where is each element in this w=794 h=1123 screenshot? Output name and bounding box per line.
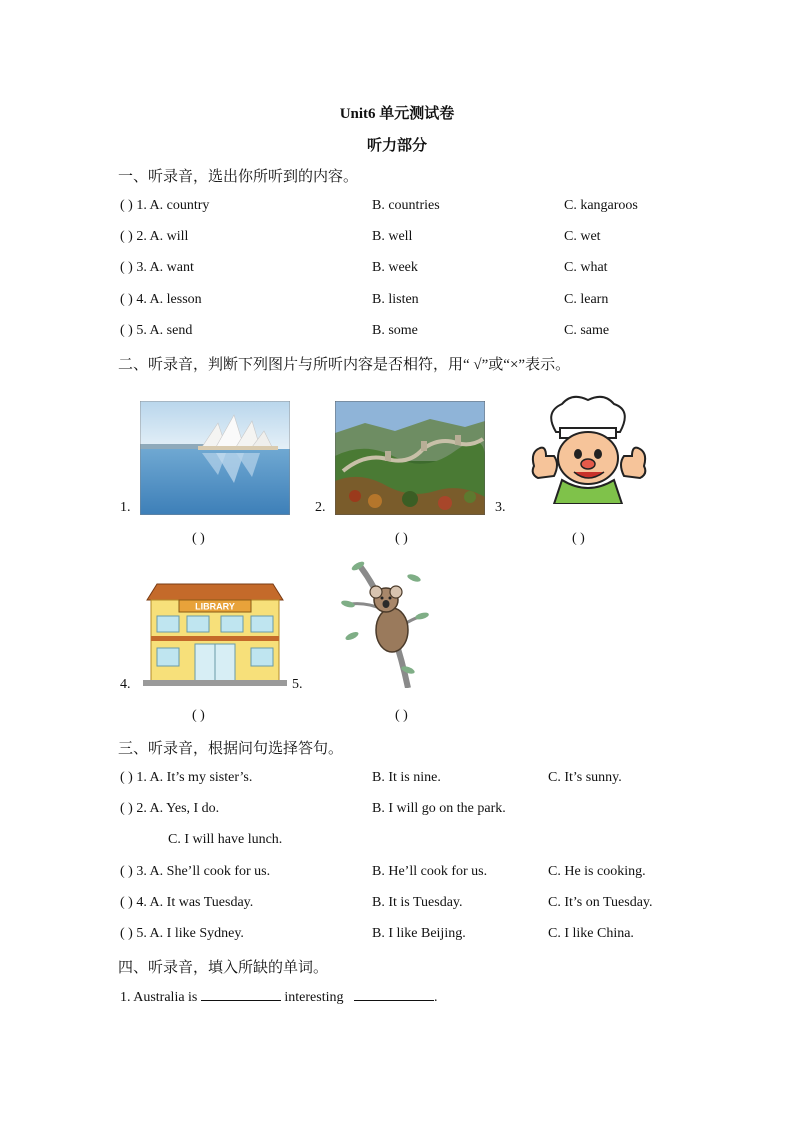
sydney-opera-house-image: [140, 401, 290, 515]
s4-blank-2[interactable]: [354, 988, 434, 1001]
section1-heading: 一、听录音，选出你所听到的内容。: [118, 169, 359, 185]
s3-q1-a: ( ) 1. A. It’s my sister’s.: [120, 770, 253, 785]
section3-heading: 三、听录音，根据问句选择答句。: [118, 741, 344, 757]
page-subtitle: 听力部分: [366, 138, 427, 154]
s4-line1-end: .: [434, 990, 438, 1005]
s1-q5-c: C. same: [564, 323, 610, 338]
picture-2-answer-bracket[interactable]: ( ): [395, 531, 408, 546]
page-title: Unit6 单元测试卷: [339, 106, 455, 122]
chef-cartoon-image: [526, 392, 652, 504]
s1-q3-b: B. week: [372, 260, 418, 275]
s1-q5-b: B. some: [372, 323, 418, 338]
library-building-image: [143, 580, 287, 686]
s3-q3-a: ( ) 3. A. She’ll cook for us.: [120, 864, 271, 879]
koala-image: [338, 560, 430, 688]
picture-number-5: 5.: [292, 677, 303, 692]
picture-3-answer-bracket[interactable]: ( ): [572, 531, 585, 546]
s3-q4-b: B. It is Tuesday.: [372, 895, 463, 910]
s1-q3-c: C. what: [564, 260, 608, 275]
s3-q2-b: B. I will go on the park.: [372, 801, 506, 816]
picture-number-1: 1.: [120, 500, 131, 515]
s3-q5-c: C. I like China.: [548, 926, 634, 941]
section2-heading: 二、听录音，判断下列图片与所听内容是否相符，用“ √”或“×”表示。: [118, 357, 571, 373]
s4-line1-start: 1. Australia is: [120, 990, 198, 1005]
s1-q4-b: B. listen: [372, 292, 419, 307]
s3-q3-c: C. He is cooking.: [548, 864, 646, 879]
s3-q1-c: C. It’s sunny.: [548, 770, 622, 785]
s1-q1-c: C. kangaroos: [564, 198, 638, 213]
s1-q4-c: C. learn: [564, 292, 609, 307]
s3-q4-c: C. It’s on Tuesday.: [548, 895, 653, 910]
s1-q5-a: ( ) 5. A. send: [120, 323, 193, 338]
picture-number-3: 3.: [495, 500, 506, 515]
s3-q5-a: ( ) 5. A. I like Sydney.: [120, 926, 244, 941]
s3-q1-b: B. It is nine.: [372, 770, 441, 785]
picture-5-answer-bracket[interactable]: ( ): [395, 708, 408, 723]
library-sign-text: LIBRARY: [195, 601, 235, 612]
s4-blank-1[interactable]: [201, 988, 281, 1001]
s3-q4-a: ( ) 4. A. It was Tuesday.: [120, 895, 254, 910]
s3-q5-b: B. I like Beijing.: [372, 926, 466, 941]
picture-number-2: 2.: [315, 500, 326, 515]
s1-q3-a: ( ) 3. A. want: [120, 260, 194, 275]
s3-q2-a: ( ) 2. A. Yes, I do.: [120, 801, 220, 816]
s4-line1-middle: interesting: [284, 990, 344, 1005]
picture-number-4: 4.: [120, 677, 131, 692]
s1-q2-b: B. well: [372, 229, 413, 244]
s1-q2-a: ( ) 2. A. will: [120, 229, 189, 244]
s1-q2-c: C. wet: [564, 229, 601, 244]
s4-line1: [120, 988, 438, 1006]
s3-q3-b: B. He’ll cook for us.: [372, 864, 488, 879]
section4-heading: 四、听录音，填入所缺的单词。: [118, 960, 329, 976]
picture-1-answer-bracket[interactable]: ( ): [192, 531, 205, 546]
s3-q2-c: C. I will have lunch.: [168, 832, 283, 847]
s1-q1-a: ( ) 1. A. country: [120, 198, 210, 213]
s1-q4-a: ( ) 4. A. lesson: [120, 292, 202, 307]
s1-q1-b: B. countries: [372, 198, 440, 213]
picture-4-answer-bracket[interactable]: ( ): [192, 708, 205, 723]
great-wall-image: [335, 401, 485, 515]
